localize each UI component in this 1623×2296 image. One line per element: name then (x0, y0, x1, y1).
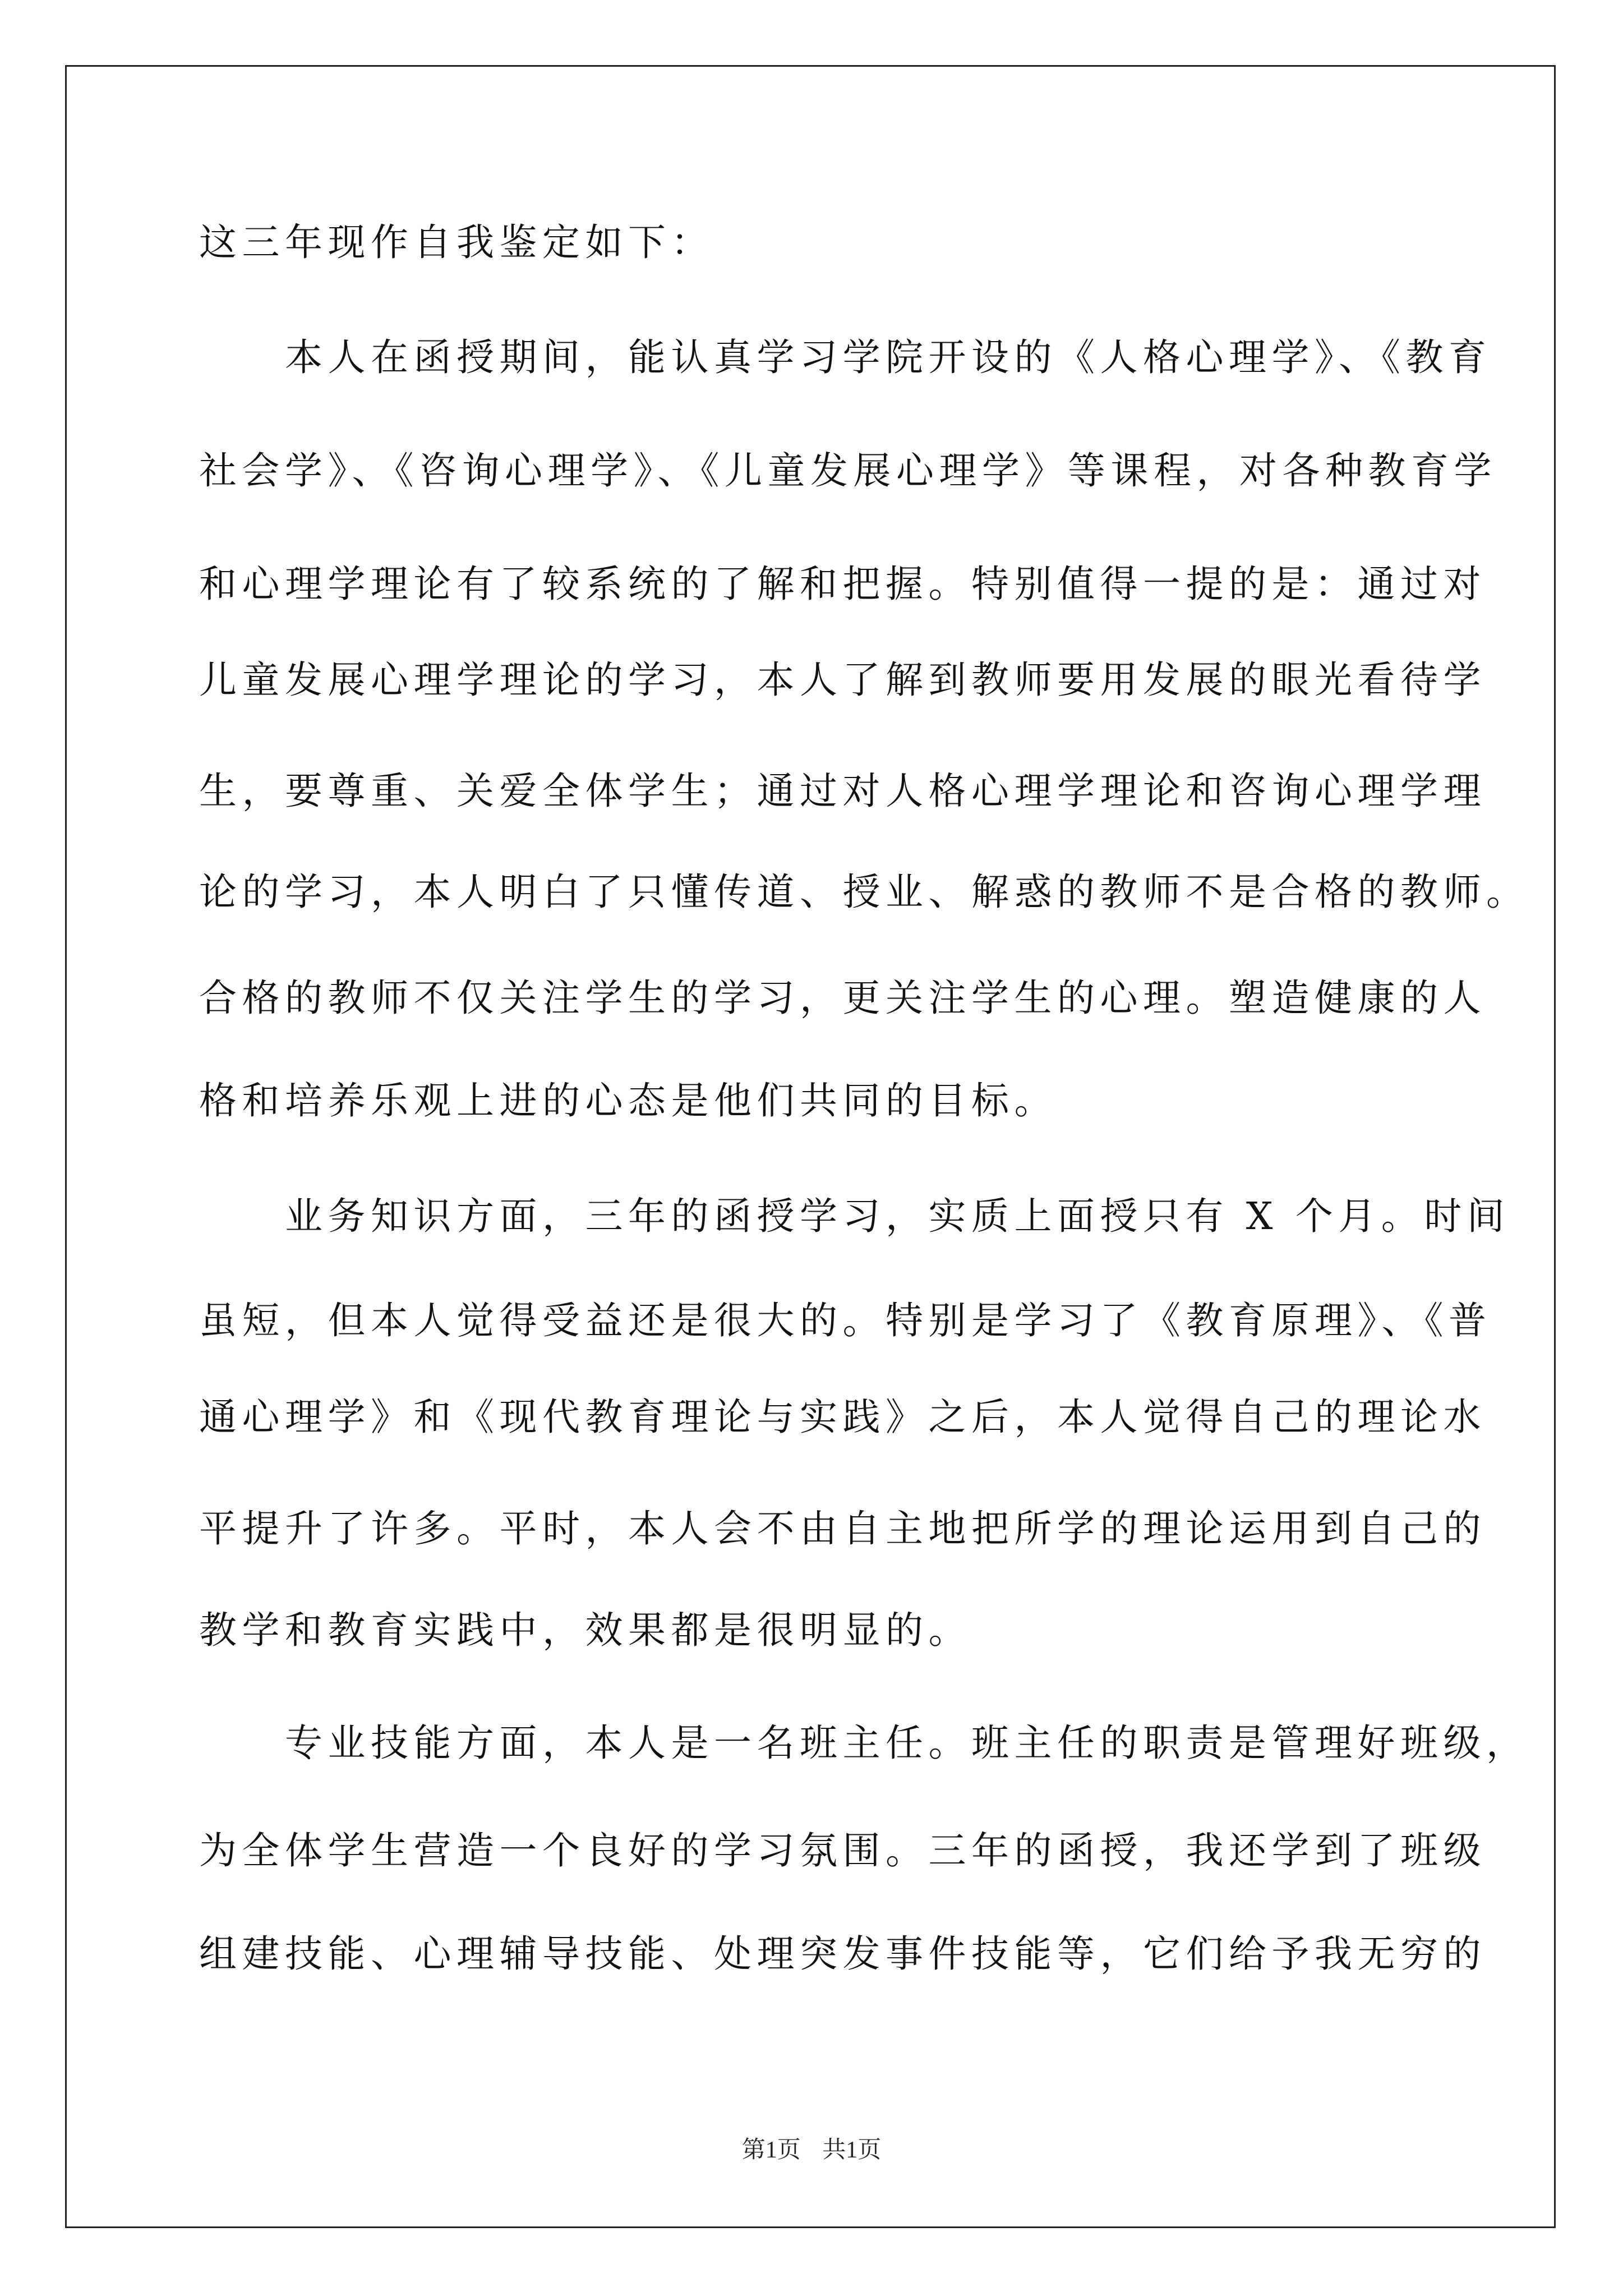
text-line: 组建技能、心理辅导技能、处理突发事件技能等，它们给予我无穷的 (199, 1932, 1486, 1976)
text-line: 儿童发展心理学理论的学习，本人了解到教师要用发展的眼光看待学 (199, 658, 1486, 702)
text-line: 论的学习，本人明白了只懂传道、授业、解惑的教师不是合格的教师。 (199, 870, 1529, 914)
text-line: 平提升了许多。平时，本人会不由自主地把所学的理论运用到自己的 (199, 1507, 1486, 1550)
text-line: 业务知识方面，三年的函授学习，实质上面授只有 X 个月。时间 (199, 1194, 1510, 1238)
page-footer (0, 2136, 1623, 2164)
text-line: 虽短，但本人觉得受益还是很大的。特别是学习了《教育原理》、《普 (199, 1299, 1492, 1342)
text-line: 合格的教师不仅关注学生的学习，更关注学生的心理。塑造健康的人 (199, 976, 1486, 1020)
text-line: 生，要尊重、关爱全体学生；通过对人格心理学理论和咨询心理学理 (199, 769, 1486, 813)
page-number-total: 共1页 (822, 2137, 882, 2163)
text-line: 教学和教育实践中，效果都是很明显的。 (199, 1608, 971, 1652)
text-line: 本人在函授期间，能认真学习学院开设的《人格心理学》、《教育 (199, 335, 1492, 379)
page-border (65, 65, 1556, 2228)
text-line: 社会学》、《咨询心理学》、《儿童发展心理学》等课程，对各种教育学 (199, 449, 1497, 493)
page-number-current: 第1页 (741, 2137, 801, 2163)
text-line: 格和培养乐观上进的心态是他们共同的目标。 (199, 1079, 1057, 1122)
text-line: 这三年现作自我鉴定如下： (199, 220, 714, 264)
text-line: 为全体学生营造一个良好的学习氛围。三年的函授，我还学到了班级 (199, 1829, 1486, 1872)
text-line: 专业技能方面，本人是一名班主任。班主任的职责是管理好班级， (199, 1721, 1529, 1765)
text-line: 和心理学理论有了较系统的了解和把握。特别值得一提的是：通过对 (199, 562, 1486, 606)
text-line: 通心理学》和《现代教育理论与实践》之后，本人觉得自己的理论水 (199, 1395, 1486, 1439)
